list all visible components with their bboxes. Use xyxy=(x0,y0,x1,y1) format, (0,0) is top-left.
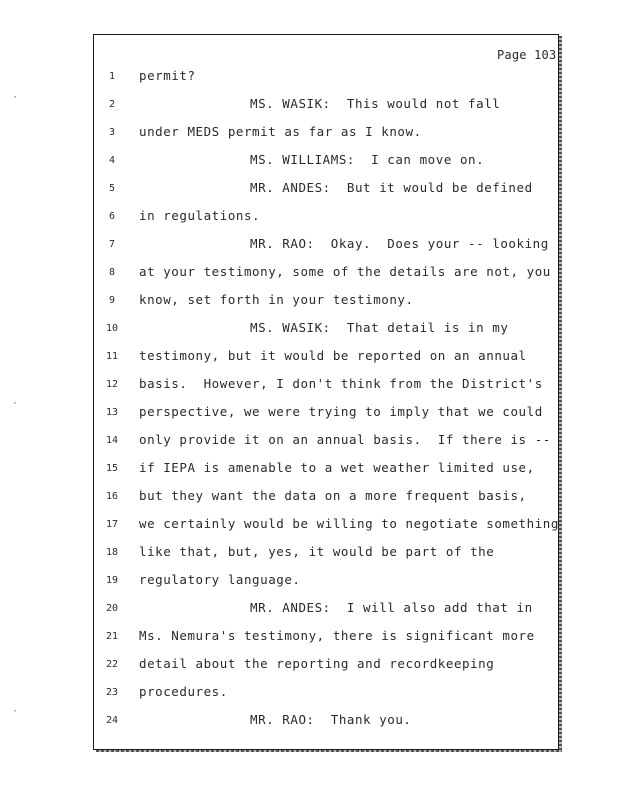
line-number: 16 xyxy=(105,491,119,502)
line-text: detail about the reporting and recordkeeping xyxy=(139,656,495,671)
line-number: 21 xyxy=(105,631,119,642)
transcript-line xyxy=(0,404,618,420)
line-text: MR. ANDES: I will also add that in xyxy=(250,600,533,615)
line-number: 7 xyxy=(108,239,116,250)
transcript-line xyxy=(0,488,618,504)
transcript-line xyxy=(0,572,618,588)
line-text: perspective, we were trying to imply that we could xyxy=(139,404,543,419)
line-text: MS. WILLIAMS: I can move on. xyxy=(250,152,485,167)
line-text: under MEDS permit as far as I know. xyxy=(139,124,422,139)
line-text: MS. WASIK: This would not fall xyxy=(250,96,501,111)
transcript-line xyxy=(0,516,618,532)
transcript-line xyxy=(0,544,618,560)
transcript-line xyxy=(0,124,618,140)
line-text: like that, but, yes, it would be part of the xyxy=(139,544,495,559)
line-number: 3 xyxy=(108,127,116,138)
line-number: 20 xyxy=(105,603,119,614)
line-text: regulatory language. xyxy=(139,572,301,587)
page-edge-shadow-right xyxy=(559,36,562,752)
line-number: 11 xyxy=(105,351,119,362)
line-number: 5 xyxy=(108,183,116,194)
line-number: 17 xyxy=(105,519,119,530)
line-text: we certainly would be willing to negotiate something xyxy=(139,516,559,531)
line-text: but they want the data on a more frequent basis, xyxy=(139,488,527,503)
line-number: 9 xyxy=(108,295,116,306)
margin-scan-mark: · xyxy=(12,398,19,409)
line-text: at your testimony, some of the details are not, you xyxy=(139,264,551,279)
transcript-line xyxy=(0,712,618,728)
page-number: Page 103 xyxy=(497,48,557,62)
transcript-line xyxy=(0,180,618,196)
line-text: if IEPA is amenable to a wet weather limited use, xyxy=(139,460,535,475)
line-number: 1 xyxy=(108,71,116,82)
line-text: MR. RAO: Thank you. xyxy=(250,712,412,727)
line-number: 13 xyxy=(105,407,119,418)
margin-scan-mark: · xyxy=(12,92,19,103)
transcript-line xyxy=(0,320,618,336)
line-text: Ms. Nemura's testimony, there is significant more xyxy=(139,628,535,643)
line-text: know, set forth in your testimony. xyxy=(139,292,414,307)
line-number: 4 xyxy=(108,155,116,166)
line-number: 14 xyxy=(105,435,119,446)
transcript-line xyxy=(0,236,618,252)
line-number: 18 xyxy=(105,547,119,558)
line-text: procedures. xyxy=(139,684,228,699)
transcript-line xyxy=(0,600,618,616)
transcript-line xyxy=(0,264,618,280)
line-number: 22 xyxy=(105,659,119,670)
line-text: testimony, but it would be reported on an annual xyxy=(139,348,527,363)
line-number: 23 xyxy=(105,687,119,698)
transcript-line xyxy=(0,68,618,84)
line-text: MR. RAO: Okay. Does your -- looking xyxy=(250,236,549,251)
line-number: 6 xyxy=(108,211,116,222)
line-number: 2 xyxy=(108,99,116,110)
transcript-line xyxy=(0,208,618,224)
transcript-line xyxy=(0,684,618,700)
line-text: MS. WASIK: That detail is in my xyxy=(250,320,509,335)
line-text: in regulations. xyxy=(139,208,261,223)
line-text: MR. ANDES: But it would be defined xyxy=(250,180,533,195)
transcript-line xyxy=(0,656,618,672)
page-edge-shadow-bottom xyxy=(96,750,562,752)
transcript-line xyxy=(0,460,618,476)
line-text: basis. However, I don't think from the District's xyxy=(139,376,543,391)
line-text: only provide it on an annual basis. If there is -- xyxy=(139,432,551,447)
transcript-line xyxy=(0,348,618,364)
transcript-line xyxy=(0,432,618,448)
line-number: 19 xyxy=(105,575,119,586)
line-number: 12 xyxy=(105,379,119,390)
line-text: permit? xyxy=(139,68,196,83)
margin-scan-mark: · xyxy=(12,706,19,717)
line-number: 24 xyxy=(105,715,119,726)
line-number: 8 xyxy=(108,267,116,278)
transcript-line xyxy=(0,376,618,392)
transcript-line xyxy=(0,628,618,644)
transcript-line xyxy=(0,292,618,308)
line-number: 10 xyxy=(105,323,119,334)
transcript-line xyxy=(0,96,618,112)
transcript-line xyxy=(0,152,618,168)
line-number: 15 xyxy=(105,463,119,474)
